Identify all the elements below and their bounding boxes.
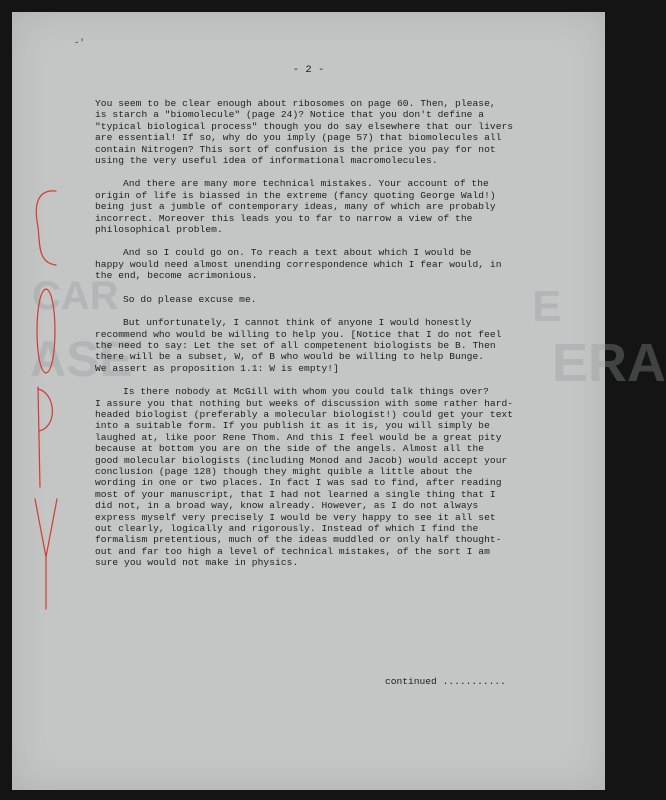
text-line: happy would need almost unending correspondence which I fear would, in: [95, 258, 502, 270]
text-line: I assure you that nothing but weeks of discussion with some rather hard-: [95, 397, 514, 409]
text-line: most of your manuscript, that I had not learned a single thing that I: [95, 488, 496, 500]
stray-mark: -': [74, 38, 85, 48]
text-line: because at bottom you are on the side of the angels. Almost all the: [95, 443, 485, 455]
text-line: are essential! If so, why do you imply (page 57) that biomolecules all: [95, 132, 502, 144]
text-line: express myself very precisely I would be very happy to see it all set: [95, 511, 496, 523]
text-line: out and far too high a level of technical mistakes, of the sort I am: [95, 545, 490, 557]
text-line: incorrect. Moreover this leads you to far to narrow a view of the: [95, 212, 473, 224]
letter-body: [95, 98, 520, 581]
paragraph: [95, 294, 520, 305]
text-line: the need to say: Let the set of all competenent biologists be B. Then: [95, 339, 496, 351]
text-line: And so I could go on. To reach a text about which I would be: [123, 247, 472, 259]
text-line: So do please excuse me.: [123, 293, 257, 305]
text-line: formalism pretentious, much of the ideas muddled or only half thought-: [95, 534, 502, 546]
text-line: laughed at, like poor Rene Thom. And this I feel would be a great pity: [95, 431, 502, 443]
text-line: being just a jumble of contemporary ideas, many of which are probably: [95, 201, 496, 213]
text-line: is starch a "biomolecule" (page 24)? Notice that you don't define a: [95, 109, 485, 121]
bleed-through-mark: ERA: [552, 333, 666, 393]
bleed-through-mark: CAR: [32, 274, 119, 318]
text-line: sure you would not make in physics.: [95, 557, 299, 569]
paragraph: [95, 98, 520, 166]
paragraph: [95, 247, 520, 281]
stamp-letter-p: [38, 387, 52, 487]
text-line: origin of life is biassed in the extreme (fancy quoting George Wald!): [95, 189, 496, 201]
text-line: recommend who would be willing to help you. [Notice that I do not feel: [95, 328, 502, 340]
bleed-through-mark: ASE: [30, 331, 133, 387]
copy-stamp: [32, 187, 60, 612]
text-line: Is there nobody at McGill with whom you could talk things over?: [123, 386, 489, 398]
paragraph: [95, 386, 520, 569]
text-line: conclusion (page 128) though they might quible a little about the: [95, 465, 473, 477]
text-line: And there are many more technical mistakes. Your account of the: [123, 178, 489, 190]
stamp-letter-o: [37, 289, 55, 373]
text-line: We assert as proposition 1.1: W is empty!]: [95, 362, 339, 374]
text-line: You seem to be clear enough about ribosomes on page 60. Then, please,: [95, 98, 496, 109]
bleed-through-mark: E: [532, 282, 562, 331]
text-line: out clearly, logically and rigorously. Instead of which I find the: [95, 523, 479, 534]
paragraph: [95, 317, 520, 374]
text-line: there will be a subset, W, of B who would be willing to help Bunge.: [95, 351, 485, 363]
text-line: did not, in a broad way, know already. However, as I do not always: [95, 500, 479, 512]
text-line: philosophical problem.: [95, 224, 223, 236]
text-line: contain Nitrogen? This sort of confusion is the price you pay for not: [95, 143, 496, 155]
continued-note: continued ...........: [385, 676, 506, 687]
paragraph: [95, 178, 520, 235]
text-line: using the very useful idea of informational macromolecules.: [95, 155, 438, 167]
text-line: headed biologist (preferably a molecular biologist!) could get your text: [95, 408, 514, 420]
letter-page: [12, 12, 666, 790]
page-number: - 2 -: [292, 64, 325, 76]
stamp-letter-c: [36, 191, 56, 265]
text-line: But unfortunately, I cannot think of anyone I would honestly: [123, 317, 472, 329]
text-line: wording in one or two places. In fact I was sad to find, after reading: [95, 477, 502, 489]
text-line: "typical biological process" though you do say elsewhere that our livers: [95, 120, 514, 132]
text-line: into a suitable form. If you publish it as it is, you will simply be: [95, 420, 490, 432]
text-line: good molecular biologists (including Monod and Jacob) would accept your: [95, 454, 508, 466]
text-line: the end, become acrimonious.: [95, 270, 258, 282]
stamp-letter-y: [35, 499, 57, 609]
